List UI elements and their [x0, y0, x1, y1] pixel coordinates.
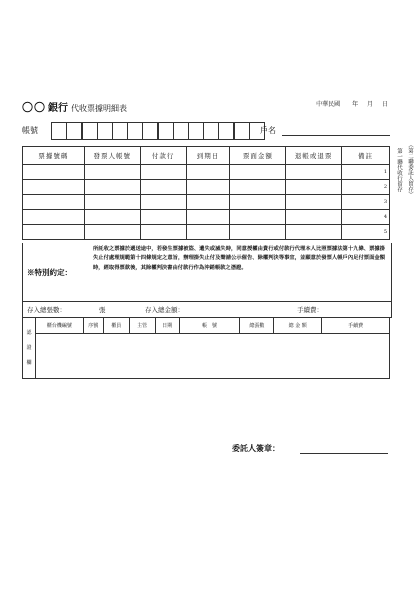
table-cell[interactable]: [286, 195, 342, 210]
row-number: 5: [342, 225, 390, 240]
table-cell[interactable]: [23, 180, 85, 195]
table-cell[interactable]: [140, 210, 186, 225]
table-cell[interactable]: [230, 210, 286, 225]
fee-label: 手續費：: [297, 306, 323, 314]
account-row: [22, 122, 390, 140]
verification-header: [23, 318, 390, 334]
deposit-row: [22, 301, 392, 318]
table-cell[interactable]: [186, 165, 230, 180]
table-cell[interactable]: [186, 225, 230, 240]
table-cell[interactable]: [186, 210, 230, 225]
account-digit-box[interactable]: [112, 122, 128, 140]
account-digit-box[interactable]: [82, 122, 98, 140]
table-cell[interactable]: [140, 180, 186, 195]
col-bill-number: 票據號碼: [23, 147, 85, 165]
table-cell[interactable]: [140, 195, 186, 210]
account-number-boxes[interactable]: [52, 122, 265, 140]
table-cell[interactable]: [140, 225, 186, 240]
col-teller: 櫃員: [103, 318, 129, 334]
col-date: 日期: [155, 318, 179, 334]
verification-table: [22, 317, 390, 379]
total-count-label: 存入總張數：: [27, 306, 66, 314]
verification-side-label: [23, 318, 36, 379]
bank-mark: 〇〇: [22, 101, 46, 114]
row-number: 2: [342, 180, 390, 195]
total-amount-label: 存入總金額：: [145, 306, 184, 314]
special-agreement: [22, 243, 392, 302]
account-digit-box[interactable]: [218, 122, 234, 140]
table-cell[interactable]: [286, 165, 342, 180]
table-row: [23, 225, 390, 240]
form-header: [22, 96, 400, 112]
table-cell[interactable]: [84, 180, 140, 195]
verification-body: [23, 334, 390, 379]
col-total-count: 總張數: [240, 318, 274, 334]
date-line: [316, 99, 388, 108]
col-teller-machine: 櫃台機編號: [35, 318, 83, 334]
table-row: [23, 195, 390, 210]
date-year: 年: [352, 101, 359, 108]
bank-word: 銀行: [48, 103, 68, 114]
table-row: [23, 180, 390, 195]
col-due-date: 到期日: [186, 147, 230, 165]
copy-note-first: 第一聯代收行留存: [396, 148, 402, 192]
date-prefix: 中華民國: [316, 101, 341, 108]
table-cell[interactable]: [140, 165, 186, 180]
copy-note-second: （第二聯委託人留存）: [407, 142, 413, 197]
table-row: [23, 165, 390, 180]
account-digit-box[interactable]: [173, 122, 189, 140]
col-return: 退帳或退票: [286, 147, 342, 165]
table-cell[interactable]: [84, 195, 140, 210]
table-row: [23, 210, 390, 225]
name-field[interactable]: [282, 135, 390, 136]
signature-field[interactable]: [300, 453, 388, 454]
col-drawer-account: 發票人帳號: [84, 147, 140, 165]
form-title: 代收票據明細表: [71, 104, 127, 113]
table-cell[interactable]: [23, 225, 85, 240]
row-number: 1: [342, 165, 390, 180]
account-digit-box[interactable]: [188, 122, 204, 140]
bills-table-header: [23, 147, 390, 165]
date-day: 日: [381, 101, 388, 108]
side-char: 認: [26, 329, 32, 336]
account-digit-box[interactable]: [203, 122, 219, 140]
col-account: 帳 號: [179, 318, 240, 334]
special-agreement-text: 所託收之票據於遞送途中，若發生票據被盜、遺失或滅失時，同意授權由貴行或付款行代理本人比照票據法第十九條、票據掛失止付處理規範第十四條規定之意旨，辦理掛失止付及聲請公示催告、除權判決等事宜，並願意於發票人帳戶內足付票面金額時，經取得票款後，其除權判決書由付款行作為沖銷帳款之憑證。: [93, 246, 385, 271]
table-cell[interactable]: [186, 195, 230, 210]
table-cell[interactable]: [84, 210, 140, 225]
table-cell[interactable]: [23, 195, 85, 210]
total-count-unit: 張: [99, 306, 106, 314]
table-cell[interactable]: [84, 165, 140, 180]
side-char: 欄: [26, 359, 32, 366]
col-total-amount: 總 金 額: [274, 318, 322, 334]
table-cell[interactable]: [286, 180, 342, 195]
account-digit-box[interactable]: [66, 122, 82, 140]
date-month: 月: [367, 101, 374, 108]
account-digit-box[interactable]: [142, 122, 158, 140]
special-agreement-label: ※特別約定：: [27, 268, 72, 277]
table-cell[interactable]: [286, 225, 342, 240]
copy-note: [393, 142, 419, 232]
col-paying-bank: 付款行: [140, 147, 186, 165]
signature-area: [232, 443, 392, 459]
row-number: 3: [342, 195, 390, 210]
signature-label: 委託人簽章：: [232, 443, 280, 453]
table-cell[interactable]: [23, 165, 85, 180]
table-cell[interactable]: [186, 180, 230, 195]
col-face-amount: 票面金額: [230, 147, 286, 165]
account-label: 帳號: [22, 126, 38, 135]
row-number: 4: [342, 210, 390, 225]
account-digit-box[interactable]: [127, 122, 143, 140]
table-cell[interactable]: [230, 195, 286, 210]
bills-table: [22, 146, 390, 240]
account-digit-box[interactable]: [51, 122, 67, 140]
table-cell[interactable]: [230, 165, 286, 180]
table-cell[interactable]: [230, 225, 286, 240]
col-serial: 序號: [83, 318, 103, 334]
table-cell[interactable]: [23, 210, 85, 225]
account-digit-box[interactable]: [234, 122, 250, 140]
name-label: 戶名: [260, 126, 276, 135]
side-char: 證: [26, 344, 32, 351]
account-digit-box[interactable]: [97, 122, 113, 140]
verification-body-area: [35, 334, 389, 379]
col-remarks: 備註: [342, 147, 390, 165]
account-digit-box[interactable]: [158, 122, 174, 140]
col-fee: 手續費: [322, 318, 390, 334]
table-cell[interactable]: [286, 210, 342, 225]
table-cell[interactable]: [230, 180, 286, 195]
col-supervisor: 主管: [129, 318, 155, 334]
table-cell[interactable]: [84, 225, 140, 240]
